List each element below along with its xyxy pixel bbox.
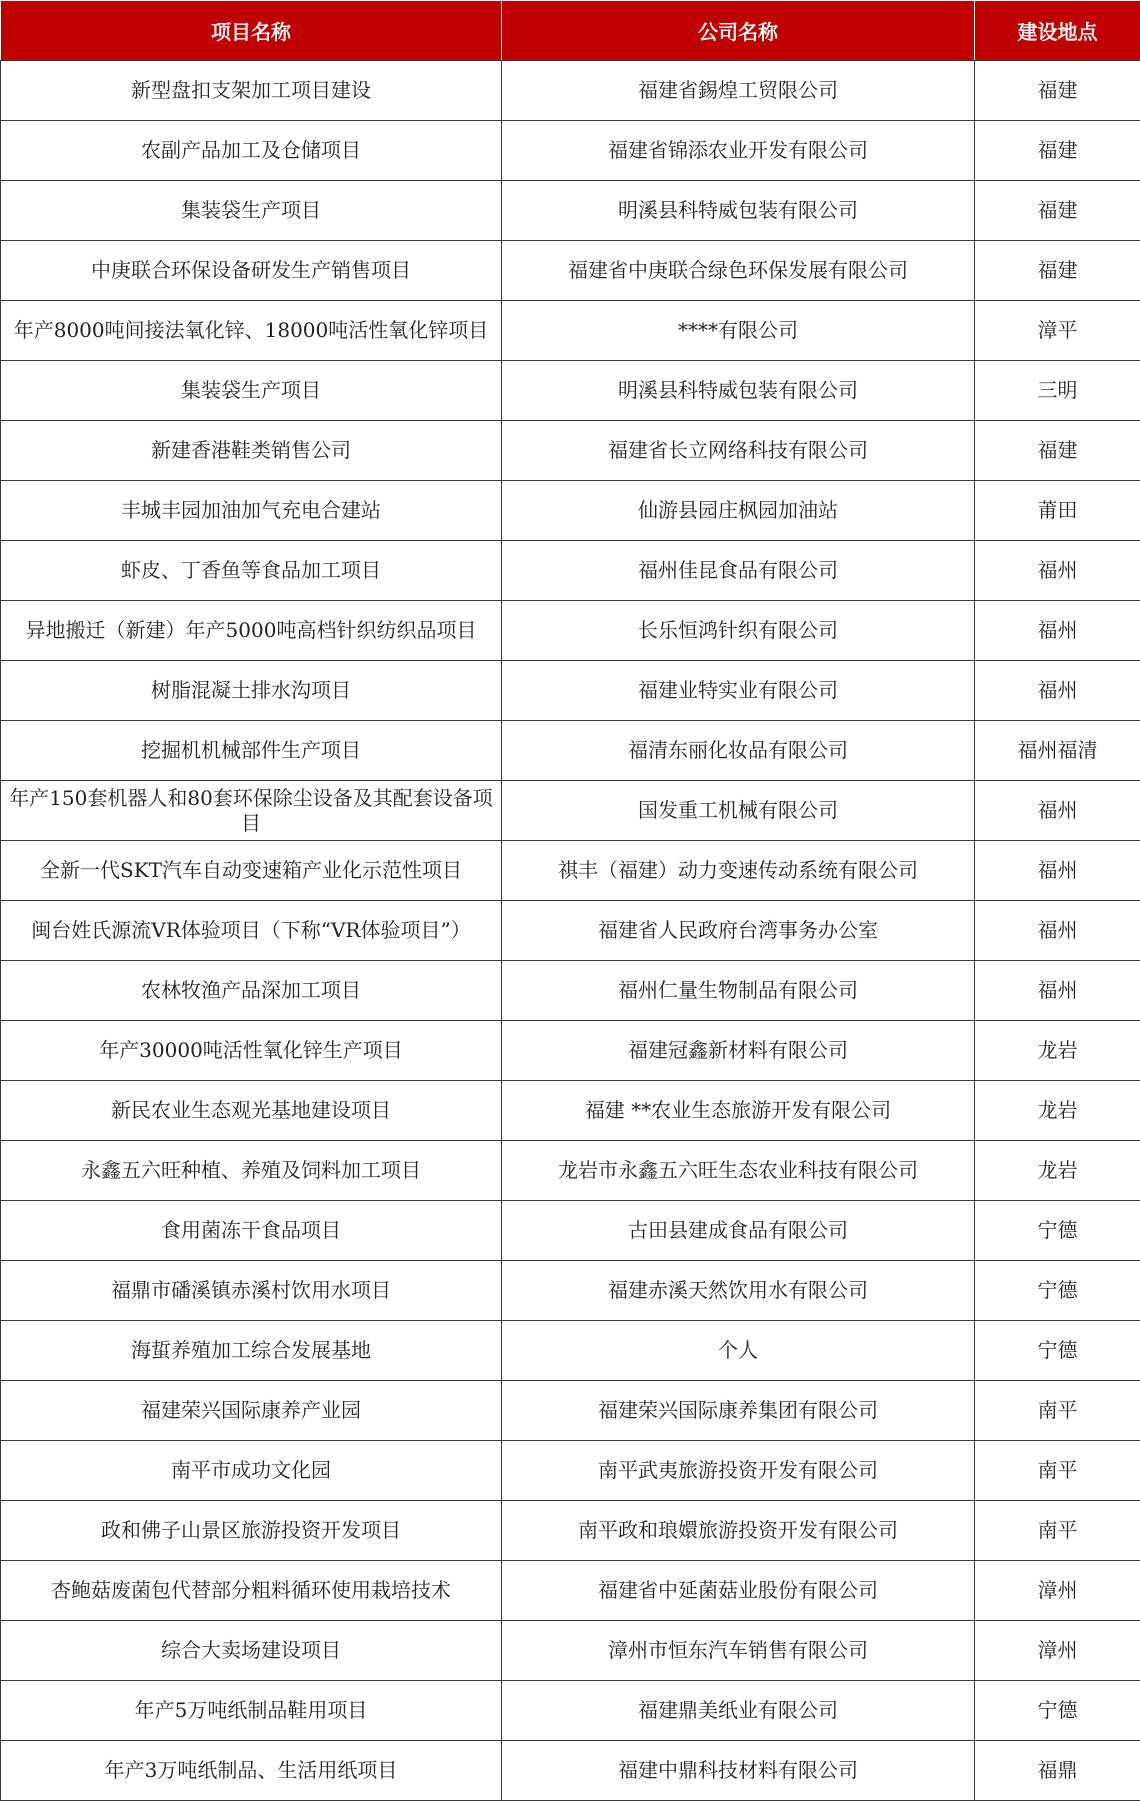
location-cell: 三明 (975, 361, 1140, 421)
location-cell: 莆田 (975, 481, 1140, 541)
location-cell: 福州 (975, 541, 1140, 601)
location-cell: 南平 (975, 1441, 1140, 1501)
project-name-cell: 集装袋生产项目 (1, 361, 502, 421)
company-name-cell: 福建业特实业有限公司 (502, 661, 975, 721)
company-name-cell: 福建赤溪天然饮用水有限公司 (502, 1261, 975, 1321)
project-name-cell: 新型盘扣支架加工项目建设 (1, 61, 502, 121)
project-name-cell: 全新一代SKT汽车自动变速箱产业化示范性项目 (1, 841, 502, 901)
table-row (1, 1681, 1140, 1741)
project-name-cell: 新建香港鞋类销售公司 (1, 421, 502, 481)
project-name-cell: 丰城丰园加油加气充电合建站 (1, 481, 502, 541)
table-body (1, 61, 1140, 1801)
project-name-cell: 集装袋生产项目 (1, 181, 502, 241)
location-cell: 福建 (975, 61, 1140, 121)
project-name-cell: 年产150套机器人和80套环保除尘设备及其配套设备项目 (1, 781, 502, 841)
location-cell: 宁德 (975, 1201, 1140, 1261)
company-name-cell: 古田县建成食品有限公司 (502, 1201, 975, 1261)
company-name-cell: 福州佳昆食品有限公司 (502, 541, 975, 601)
table-row (1, 961, 1140, 1021)
table-row (1, 781, 1140, 841)
company-name-cell: 福清东丽化妆品有限公司 (502, 721, 975, 781)
company-name-cell: 个人 (502, 1321, 975, 1381)
table-row (1, 1501, 1140, 1561)
location-cell: 龙岩 (975, 1021, 1140, 1081)
project-name-cell: 福建荣兴国际康养产业园 (1, 1381, 502, 1441)
company-name-cell: 福建荣兴国际康养集团有限公司 (502, 1381, 975, 1441)
table-row (1, 601, 1140, 661)
company-name-cell: 南平政和琅嬛旅游投资开发有限公司 (502, 1501, 975, 1561)
table-row (1, 841, 1140, 901)
location-cell: 福建 (975, 181, 1140, 241)
project-name-cell: 中庚联合环保设备研发生产销售项目 (1, 241, 502, 301)
location-cell: 漳州 (975, 1561, 1140, 1621)
table-row (1, 1621, 1140, 1681)
table-row (1, 1441, 1140, 1501)
location-cell: 福州 (975, 901, 1140, 961)
company-name-cell: 福建鼎美纸业有限公司 (502, 1681, 975, 1741)
table-row (1, 481, 1140, 541)
company-name-cell: 长乐恒鸿针织有限公司 (502, 601, 975, 661)
project-name-cell: 年产5万吨纸制品鞋用项目 (1, 1681, 502, 1741)
project-name-cell: 年产3万吨纸制品、生活用纸项目 (1, 1741, 502, 1801)
project-name-cell: 挖掘机机械部件生产项目 (1, 721, 502, 781)
table-row (1, 541, 1140, 601)
table-row (1, 1321, 1140, 1381)
company-name-cell: 福建省锦添农业开发有限公司 (502, 121, 975, 181)
location-cell: 福州 (975, 961, 1140, 1021)
table-row (1, 1561, 1140, 1621)
location-cell: 福州 (975, 601, 1140, 661)
project-name-cell: 综合大卖场建设项目 (1, 1621, 502, 1681)
project-name-cell: 闽台姓氏源流VR体验项目（下称“VR体验项目”） (1, 901, 502, 961)
location-cell: 宁德 (975, 1681, 1140, 1741)
table-row (1, 1381, 1140, 1441)
company-name-cell: 福建省人民政府台湾事务办公室 (502, 901, 975, 961)
project-name-cell: 永鑫五六旺种植、养殖及饲料加工项目 (1, 1141, 502, 1201)
location-cell: 福州 (975, 661, 1140, 721)
table-row (1, 1021, 1140, 1081)
project-name-cell: 南平市成功文化园 (1, 1441, 502, 1501)
table-row (1, 901, 1140, 961)
company-name-cell: 福建省长立网络科技有限公司 (502, 421, 975, 481)
company-name-cell: 福建冠鑫新材料有限公司 (502, 1021, 975, 1081)
location-cell: 宁德 (975, 1261, 1140, 1321)
table-row (1, 301, 1140, 361)
company-name-cell: 明溪县科特威包装有限公司 (502, 181, 975, 241)
project-name-cell: 新民农业生态观光基地建设项目 (1, 1081, 502, 1141)
project-name-cell: 年产30000吨活性氧化锌生产项目 (1, 1021, 502, 1081)
table-row (1, 1741, 1140, 1801)
location-cell: 龙岩 (975, 1141, 1140, 1201)
location-cell: 福州 (975, 841, 1140, 901)
table-row (1, 181, 1140, 241)
header-company-name: 公司名称 (502, 1, 975, 61)
company-name-cell: 福建省中延菌菇业股份有限公司 (502, 1561, 975, 1621)
table-row (1, 661, 1140, 721)
location-cell: 福州福清 (975, 721, 1140, 781)
company-name-cell: 福建省錫煌工贸限公司 (502, 61, 975, 121)
project-name-cell: 福鼎市磻溪镇赤溪村饮用水项目 (1, 1261, 502, 1321)
project-name-cell: 异地搬迁（新建）年产5000吨高档针织纺织品项目 (1, 601, 502, 661)
header-location: 建设地点 (975, 1, 1140, 61)
location-cell: 漳州 (975, 1621, 1140, 1681)
header-project-name: 项目名称 (1, 1, 502, 61)
table-row (1, 421, 1140, 481)
location-cell: 南平 (975, 1501, 1140, 1561)
company-name-cell: 漳州市恒东汽车销售有限公司 (502, 1621, 975, 1681)
company-name-cell: 国发重工机械有限公司 (502, 781, 975, 841)
location-cell: 龙岩 (975, 1081, 1140, 1141)
table-row (1, 361, 1140, 421)
location-cell: 福州 (975, 781, 1140, 841)
company-name-cell: 仙游县园庄枫园加油站 (502, 481, 975, 541)
table-row (1, 241, 1140, 301)
project-name-cell: 虾皮、丁香鱼等食品加工项目 (1, 541, 502, 601)
table-row (1, 721, 1140, 781)
table-row (1, 1141, 1140, 1201)
project-name-cell: 食用菌冻干食品项目 (1, 1201, 502, 1261)
company-name-cell: 龙岩市永鑫五六旺生态农业科技有限公司 (502, 1141, 975, 1201)
header-row (1, 1, 1140, 61)
company-name-cell: 福建省中庚联合绿色环保发展有限公司 (502, 241, 975, 301)
table-row (1, 1081, 1140, 1141)
table-row (1, 1261, 1140, 1321)
location-cell: 福建 (975, 121, 1140, 181)
company-name-cell: 福建 **农业生态旅游开发有限公司 (502, 1081, 975, 1141)
project-name-cell: 杏鲍菇废菌包代替部分粗料循环使用栽培技术 (1, 1561, 502, 1621)
project-name-cell: 年产8000吨间接法氧化锌、18000吨活性氧化锌项目 (1, 301, 502, 361)
location-cell: 福建 (975, 421, 1140, 481)
company-name-cell: 祺丰（福建）动力变速传动系统有限公司 (502, 841, 975, 901)
company-name-cell: 福建中鼎科技材料有限公司 (502, 1741, 975, 1801)
table-row (1, 121, 1140, 181)
project-name-cell: 农林牧渔产品深加工项目 (1, 961, 502, 1021)
location-cell: 南平 (975, 1381, 1140, 1441)
company-name-cell: 南平武夷旅游投资开发有限公司 (502, 1441, 975, 1501)
location-cell: 福建 (975, 241, 1140, 301)
project-name-cell: 海蜇养殖加工综合发展基地 (1, 1321, 502, 1381)
company-name-cell: 福州仁量生物制品有限公司 (502, 961, 975, 1021)
project-name-cell: 农副产品加工及仓储项目 (1, 121, 502, 181)
location-cell: 福鼎 (975, 1741, 1140, 1801)
project-name-cell: 政和佛子山景区旅游投资开发项目 (1, 1501, 502, 1561)
company-name-cell: ****有限公司 (502, 301, 975, 361)
company-name-cell: 明溪县科特威包装有限公司 (502, 361, 975, 421)
location-cell: 漳平 (975, 301, 1140, 361)
table-row (1, 61, 1140, 121)
location-cell: 宁德 (975, 1321, 1140, 1381)
table-row (1, 1201, 1140, 1261)
project-name-cell: 树脂混凝土排水沟项目 (1, 661, 502, 721)
